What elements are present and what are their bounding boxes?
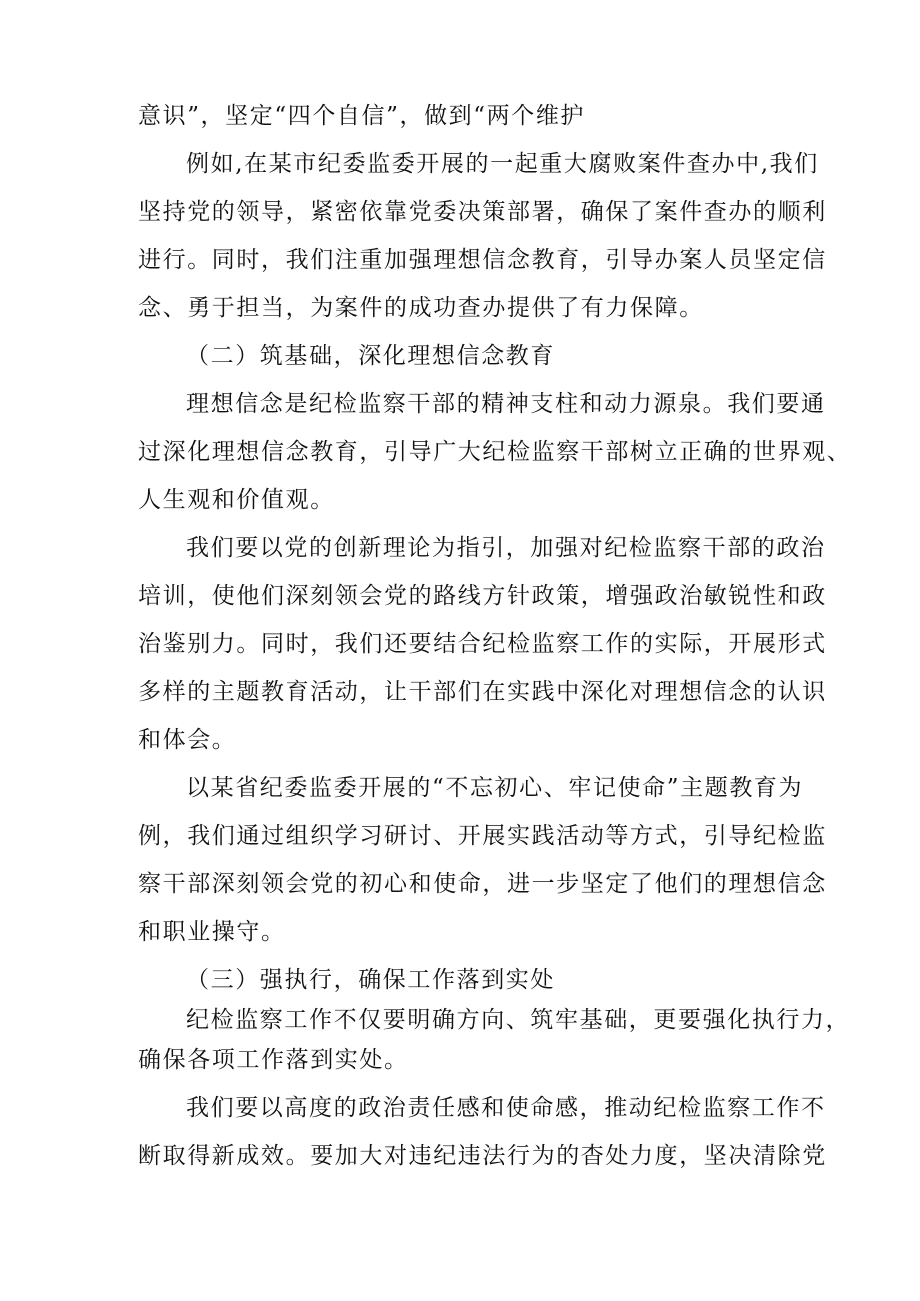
text-line: 例，我们通过组织学习研讨、开展实践活动等方式，引导纪检监 — [138, 823, 827, 849]
text-line: 念、勇于担当，为案件的成功查办提供了有力保障。 — [138, 295, 704, 321]
paragraph-first-line: 纪检监察工作不仅要明确方向、筑牢基础，更要强化执行力， — [186, 1007, 851, 1033]
text-line: 过深化理想信念教育，引导广大纪检监察干部树立正确的世界观、 — [138, 439, 852, 465]
paragraph-first-line: 我们要以党的创新理论为指引，加强对纪检监察干部的政治 — [186, 535, 826, 561]
text-line: 坚持党的领导，紧密依靠党委决策部署，确保了案件查办的顺利 — [138, 199, 827, 225]
text-line: 断取得新成效。要加大对违纪违法行为的杳处力度，坚决清除党 — [138, 1143, 827, 1169]
text-line: 和职业操守。 — [138, 919, 286, 945]
paragraph-first-line: 理想信念是纪检监察干部的精神支柱和动力源泉。我们要通 — [186, 391, 826, 417]
text-line: 意识”，坚定“四个自信”，做到“两个维护 — [138, 103, 586, 129]
paragraph-first-line: 以某省纪委监委开展的“不忘初心、牢记使命”主题教育为 — [186, 775, 804, 801]
paragraph-first-line: 我们要以高度的政治责任感和使命感，推动纪检监察工作不 — [186, 1095, 826, 1121]
text-line: 进行。同时，我们注重加强理想信念教育，引导办案人员坚定信 — [138, 247, 827, 273]
section-heading: （二）筑基础，深化理想信念教育 — [186, 343, 555, 369]
text-line: 培训，使他们深刻领会党的路线方针政策，增强政治敏锐性和政 — [138, 583, 827, 609]
text-line: 和体会。 — [138, 727, 237, 753]
section-heading: （三）强执行，确保工作落到实处 — [186, 967, 555, 993]
text-line: 治鉴别力。同时，我们还要结合纪检监察工作的实际，开展形式 — [138, 631, 827, 657]
text-line: 察干部深刻领会党的初心和使命，进一步坚定了他们的理想信念 — [138, 871, 827, 897]
text-line: 人生观和价值观。 — [138, 487, 335, 513]
paragraph-first-line: 例如,在某市纪委监委开展的一起重大腐败案件查办中,我们 — [186, 151, 819, 177]
text-line: 多样的主题教育活动，让干部们在实践中深化对理想信念的认识 — [138, 679, 827, 705]
text-line: 确保各项工作落到实处。 — [138, 1047, 409, 1073]
